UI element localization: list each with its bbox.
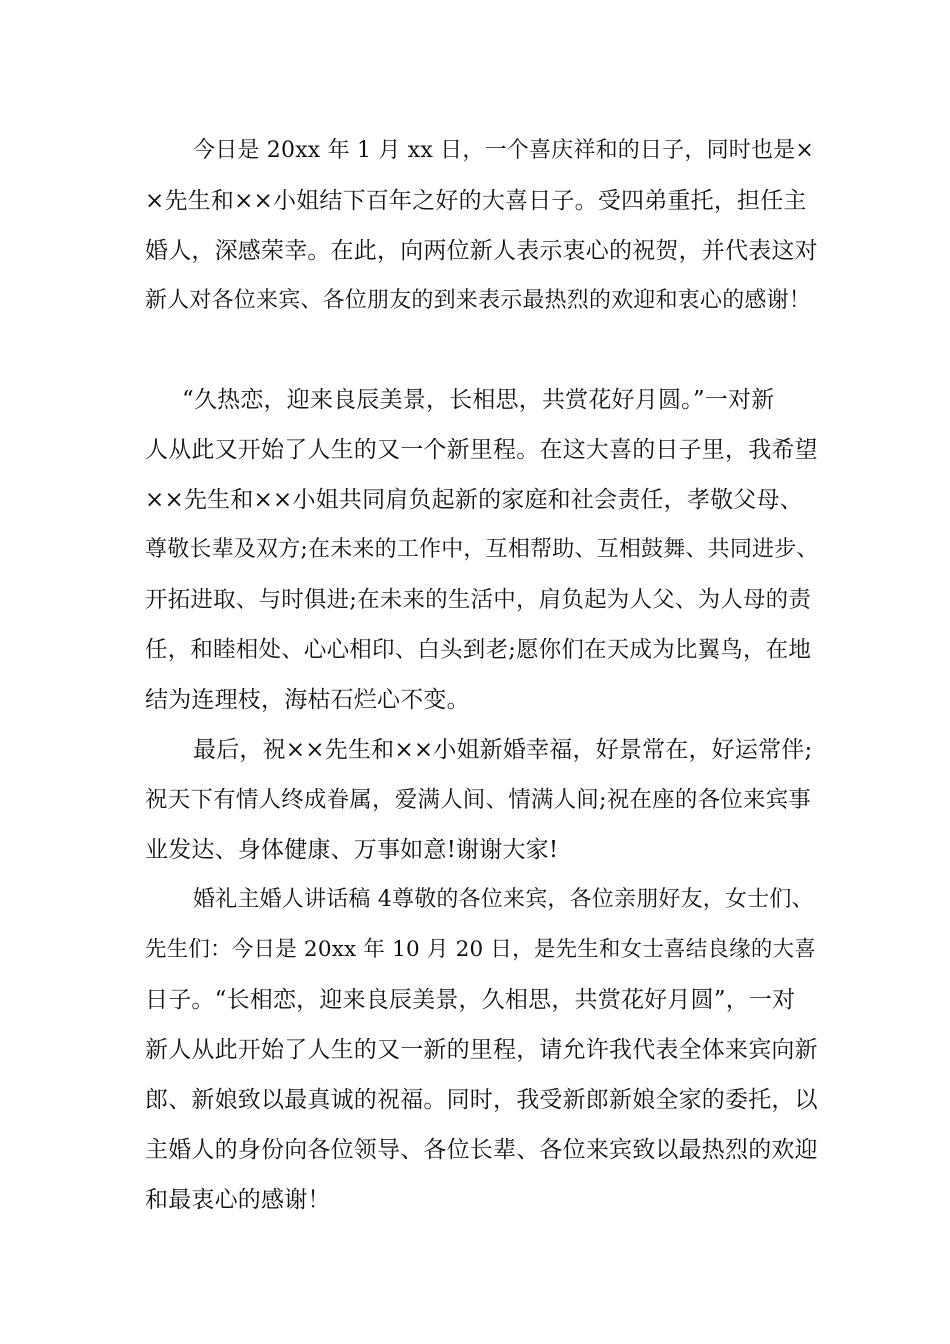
- text-line: 先生们：今日是 20xx 年 10 月 20 日，是先生和女士喜结良缘的大喜: [145, 937, 816, 962]
- text-line: 任，和睦相处、心心相印、白头到老;愿你们在天成为比翼鸟，在地: [145, 637, 812, 663]
- text-line: ××先生和××小姐共同肩负起新的家庭和社会责任，孝敬父母、: [145, 487, 803, 513]
- text-line: 日子。“长相恋，迎来良辰美景，久相思，共赏花好月圆”，一对: [145, 987, 796, 1013]
- text-line: 郎、新娘致以最真诚的祝福。同时，我受新郎新娘全家的委托，以: [145, 1087, 818, 1113]
- text-line: ×先生和××小姐结下百年之好的大喜日子。受四弟重托，担任主: [145, 188, 807, 214]
- text-line: 婚礼主婚人讲话稿 4尊敬的各位来宾，各位亲朋好友，女士们、: [193, 887, 814, 912]
- text-line: 今日是 20xx 年 1 月 xx 日，一个喜庆祥和的日子，同时也是×: [193, 138, 815, 163]
- text-line: 新人从此开始了人生的又一新的里程，请允许我代表全体来宾向新: [145, 1037, 818, 1063]
- text-line: 最后，祝××先生和××小姐新婚幸福，好景常在，好运常伴;: [193, 737, 813, 763]
- text-line: 开拓进取、与时俱进;在未来的生活中，肩负起为人父、为人母的责: [145, 587, 812, 613]
- text-line: 人从此又开始了人生的又一个新里程。在这大喜的日子里，我希望: [145, 437, 818, 463]
- text-line: 尊敬长辈及双方;在未来的工作中，互相帮助、互相鼓舞、共同进步、: [145, 537, 819, 562]
- text-line: 和最衷心的感谢！: [145, 1187, 331, 1213]
- text-line: “久热恋，迎来良辰美景，长相思，共赏花好月圆。”一对新: [182, 387, 775, 413]
- text-line: 结为连理枝，海枯石烂心不变。: [145, 687, 470, 713]
- text-line: 新人对各位来宾、各位朋友的到来表示最热烈的欢迎和衷心的感谢！: [145, 288, 812, 313]
- text-line: 业发达、身体健康、万事如意!谢谢大家!: [145, 837, 559, 863]
- text-line: 祝天下有情人终成眷属，爱满人间、情满人间;祝在座的各位来宾事: [145, 787, 812, 813]
- text-line: 主婚人的身份向各位领导、各位长辈、各位来宾致以最热烈的欢迎: [145, 1137, 818, 1163]
- text-line: 婚人，深感荣幸。在此，向两位新人表示衷心的祝贺，并代表这对: [145, 238, 818, 264]
